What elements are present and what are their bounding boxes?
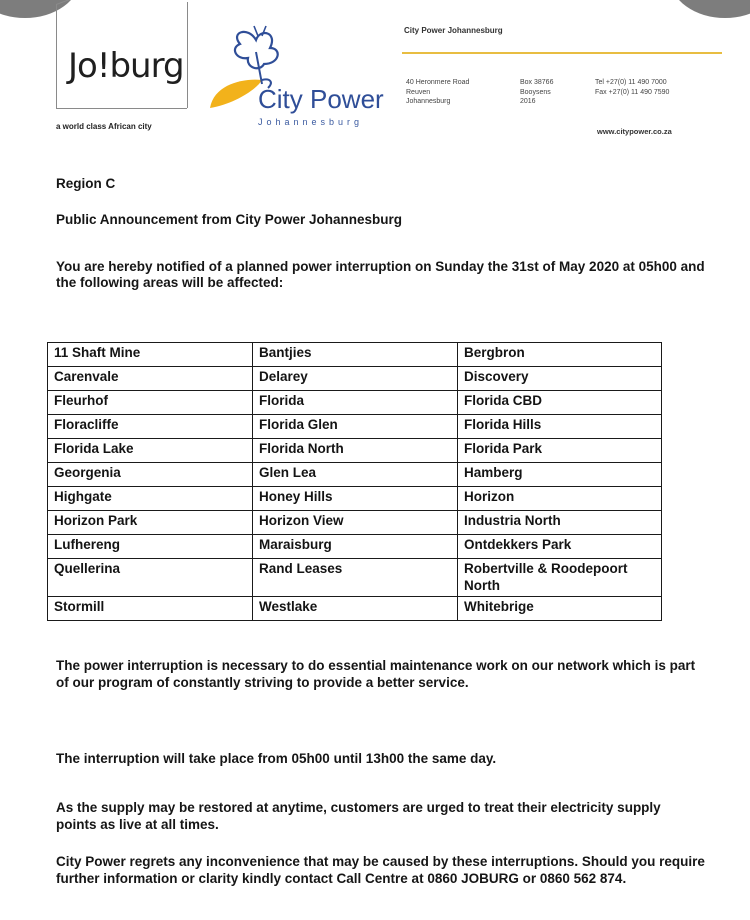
contact-fax: Fax +27(0) 11 490 7590 [595, 88, 670, 96]
table-row [48, 439, 662, 463]
header-divider [402, 52, 722, 54]
area-cell: Rand Leases [253, 559, 458, 597]
area-cell: Discovery [458, 367, 662, 391]
announcement-title: Public Announcement from City Power Johannesburg [56, 212, 403, 227]
table-row [48, 463, 662, 487]
area-cell: Horizon View [253, 511, 458, 535]
city-power-subtitle: Johannesburg [258, 117, 364, 127]
contact-tel: Tel +27(0) 11 490 7000 [595, 79, 667, 86]
area-cell: Maraisburg [253, 535, 458, 559]
address-line: 40 Heronmere Road [406, 79, 470, 86]
area-cell: Hamberg [458, 463, 662, 487]
area-cell: Whitebrige [458, 597, 662, 621]
area-cell: Bantjies [253, 343, 458, 367]
corner-shadow-right [670, 0, 750, 18]
area-cell: Quellerina [48, 559, 253, 597]
address-line: Reuven [406, 88, 431, 96]
area-cell: 11 Shaft Mine [48, 343, 253, 367]
area-cell: Industria North [458, 511, 662, 535]
area-cell: Delarey [253, 367, 458, 391]
table-row [48, 391, 662, 415]
area-cell: Honey Hills [253, 487, 458, 511]
address-line: Johannesburg [406, 98, 451, 105]
area-cell: Fleurhof [48, 391, 253, 415]
joburg-tagline: a world class African city [56, 122, 152, 131]
table-row [48, 415, 662, 439]
area-cell: Georgenia [48, 463, 253, 487]
region-heading: Region C [56, 176, 116, 191]
affected-areas-table [47, 342, 662, 621]
area-cell: Westlake [253, 597, 458, 621]
area-cell: Floracliffe [48, 415, 253, 439]
box-line: Booysens [520, 88, 551, 96]
city-power-wordmark: City Power [258, 84, 384, 114]
table-row [48, 559, 662, 597]
header-postal-box [520, 78, 553, 107]
area-cell: Ontdekkers Park [458, 535, 662, 559]
area-cell: Stormill [48, 597, 253, 621]
table-row [48, 487, 662, 511]
time-paragraph: The interruption will take place from 05h00 until 13h00 the same day. [56, 751, 497, 766]
area-cell: Bergbron [458, 343, 662, 367]
area-cell: Lufhereng [48, 535, 253, 559]
area-cell: Florida Lake [48, 439, 253, 463]
area-cell: Highgate [48, 487, 253, 511]
area-cell: Florida Park [458, 439, 662, 463]
area-cell: Glen Lea [253, 463, 458, 487]
table-row [48, 367, 662, 391]
area-cell: Florida Hills [458, 415, 662, 439]
table-row [48, 597, 662, 621]
header-website: www.citypower.co.za [597, 127, 672, 136]
area-cell: Florida CBD [458, 391, 662, 415]
area-cell: Florida [253, 391, 458, 415]
header-address [406, 78, 469, 107]
notice-paragraph: You are hereby notified of a planned power interruption on Sunday the 31st of May 2020 at 05h00 and the following areas will be affected: [56, 259, 705, 290]
table-row [48, 343, 662, 367]
contact-paragraph: City Power regrets any inconvenience that may be caused by these interruptions. Should you require further information or clarity kindly contact Call Centre at 0860 JOBURG or 0860 562 874. [56, 854, 705, 886]
area-cell: Florida Glen [253, 415, 458, 439]
area-cell: Horizon [458, 487, 662, 511]
area-cell: Robertville & Roodepoort North [458, 559, 662, 597]
area-cell: Florida North [253, 439, 458, 463]
reason-paragraph: The power interruption is necessary to do essential maintenance work on our network which is part of our program of constantly striving to provide a better service. [56, 658, 696, 690]
joburg-logo: Jo!burg [68, 46, 184, 86]
box-line: Box 38766 [520, 79, 554, 86]
table-row [48, 511, 662, 535]
area-cell: Horizon Park [48, 511, 253, 535]
header-contact [595, 78, 669, 97]
area-cell: Carenvale [48, 367, 253, 391]
header-company: City Power Johannesburg [404, 26, 503, 35]
table-row [48, 535, 662, 559]
live-warning-paragraph: As the supply may be restored at anytime, customers are urged to treat their electricity supply points as live at all times. [56, 800, 661, 832]
box-line: 2016 [520, 98, 536, 105]
